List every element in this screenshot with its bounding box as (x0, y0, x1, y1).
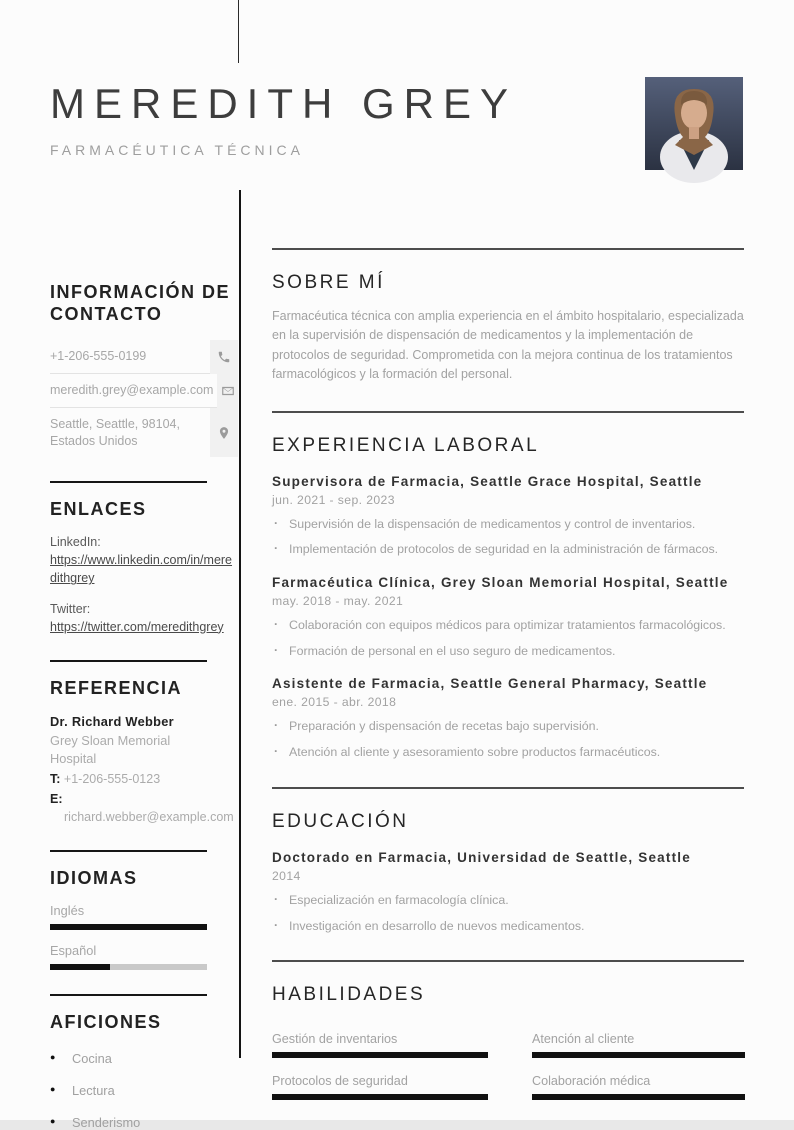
section-rule (272, 960, 744, 962)
sidebar-divider (50, 850, 207, 852)
reference-phone: +1-206-555-0123 (63, 771, 161, 786)
reference-email-label: E: (50, 791, 63, 806)
language-name: Inglés (50, 902, 85, 918)
link-group-linkedin (50, 535, 238, 587)
link-group-twitter (50, 602, 238, 636)
languages-heading: IDIOMAS (50, 867, 138, 888)
hobby-item: ● Cocina (50, 1051, 238, 1066)
skill-bar-fill (532, 1052, 745, 1058)
job-bullets (272, 617, 744, 659)
sidebar-divider (50, 994, 207, 996)
education-bullet: · Especialización en farmacología clínica. (272, 892, 744, 909)
experience-job (272, 676, 744, 760)
profile-photo (645, 77, 743, 170)
location-icon (210, 408, 238, 458)
header (50, 80, 517, 158)
job-title: Asistente de Farmacia, Seattle General Pharmacy, Seattle (272, 676, 708, 692)
job-bullet: · Colaboración con equipos médicos para optimizar tratamientos farmacológicos. (272, 617, 744, 634)
skills-grid (272, 1016, 744, 1100)
skill-name: Atención al cliente (532, 1032, 635, 1047)
experience-job (272, 575, 744, 659)
language-item (50, 943, 238, 970)
experience-job (272, 474, 744, 558)
language-bar (50, 964, 207, 970)
language-item (50, 903, 238, 930)
section-rule (272, 411, 744, 413)
education-date: 2014 (272, 868, 301, 883)
job-bullet: · Atención al cliente y asesoramiento sobre productos farmacéuticos. (272, 744, 744, 761)
education-title: Doctorado en Farmacia, Universidad de Seattle, Seattle (272, 849, 691, 865)
skills-heading: HABILIDADES (272, 984, 426, 1006)
language-bar-fill (50, 924, 207, 930)
job-bullets (272, 516, 744, 558)
skill-name: Colaboración médica (532, 1074, 651, 1089)
phone-icon (210, 340, 238, 374)
section-rule (272, 248, 744, 250)
main-column (272, 248, 744, 1100)
skill-bar-fill (532, 1094, 745, 1100)
sidebar-divider (50, 660, 207, 662)
reference-organization: Grey Sloan Memorial Hospital (50, 732, 171, 766)
experience-heading: EXPERIENCIA LABORAL (272, 434, 540, 456)
skill-bar (532, 1052, 745, 1058)
job-title: Farmacéutica Clínica, Grey Sloan Memorial Hospital, Seattle (272, 574, 729, 590)
contact-phone-row (50, 340, 238, 374)
job-date: may. 2018 - may. 2021 (272, 593, 404, 608)
linkedin-label: LinkedIn: (50, 535, 101, 550)
skill-bar (532, 1094, 745, 1100)
top-decorative-line (238, 0, 239, 63)
job-date: ene. 2015 - abr. 2018 (272, 695, 397, 710)
contact-section (50, 282, 238, 457)
skill-item (532, 1074, 745, 1100)
education-item (272, 850, 744, 934)
hobby-list (50, 1051, 238, 1130)
language-bar-fill (50, 964, 110, 970)
section-rule (272, 787, 744, 789)
contact-email-row (50, 374, 238, 408)
job-bullet: · Formación de personal en el uso seguro de medicamentos. (272, 643, 744, 660)
sidebar (50, 266, 238, 1130)
column-divider-line (239, 190, 241, 1058)
skill-bar (272, 1052, 488, 1058)
twitter-link[interactable]: https://twitter.com/meredithgrey (50, 619, 224, 634)
person-job-title: FARMACÉUTICA TÉCNICA (50, 142, 304, 158)
twitter-label: Twitter: (50, 601, 91, 616)
language-bar (50, 924, 207, 930)
contact-address-row (50, 408, 238, 458)
contact-heading: INFORMACIÓN DE CONTACTO (50, 282, 230, 324)
job-date: jun. 2021 - sep. 2023 (272, 492, 395, 507)
contact-phone: +1-206-555-0199 (50, 340, 210, 374)
reference-phone-line (50, 770, 238, 788)
skill-item (532, 1032, 745, 1058)
links-heading: ENLACES (50, 499, 147, 520)
education-bullets (272, 892, 744, 934)
reference-section (50, 678, 238, 826)
contact-rows (50, 340, 238, 458)
education-heading: EDUCACIÓN (272, 810, 409, 832)
reference-heading: REFERENCIA (50, 677, 183, 698)
job-title: Supervisora de Farmacia, Seattle Grace Hospital, Seattle (272, 473, 703, 489)
education-bullet: · Investigación en desarrollo de nuevos medicamentos. (272, 918, 744, 935)
job-bullet: · Implementación de protocolos de seguridad en la administración de fármacos. (272, 541, 744, 558)
reference-email-line (50, 790, 234, 826)
about-text: Farmacéutica técnica con amplia experiencia en el ámbito hospitalario, especializada en la supervisión de dispensación de medicamentos y la implementación de protocolos de seguridad. Comprometida con la mejora continua de los tratamientos farmacológicos y la formación del personal. (272, 309, 744, 382)
hobby-item: ● Senderismo (50, 1115, 238, 1130)
sidebar-divider (50, 481, 207, 483)
job-bullet: · Preparación y dispensación de recetas bajo supervisión. (272, 718, 744, 735)
person-name: MEREDITH GREY (50, 80, 518, 127)
reference-name: Dr. Richard Webber (50, 713, 174, 729)
contact-email: meredith.grey@example.com (50, 374, 217, 408)
hobby-item: ● Lectura (50, 1083, 238, 1098)
job-bullet: · Supervisión de la dispensación de medicamentos y control de inventarios. (272, 516, 744, 533)
language-name: Español (50, 942, 97, 958)
skill-bar (272, 1094, 488, 1100)
about-heading: SOBRE MÍ (272, 272, 385, 293)
skill-name: Gestión de inventarios (272, 1032, 398, 1047)
linkedin-link[interactable]: https://www.linkedin.com/in/meredithgrey (50, 553, 233, 586)
links-section (50, 499, 238, 635)
skill-bar-fill (272, 1094, 488, 1100)
contact-address: Seattle, Seattle, 98104, Estados Unidos (50, 416, 180, 448)
reference-phone-label: T: (50, 771, 61, 786)
reference-email: richard.webber@example.com (64, 809, 234, 824)
skill-name: Protocolos de seguridad (272, 1074, 408, 1089)
skill-item (272, 1074, 488, 1100)
hobbies-heading: AFICIONES (50, 1011, 162, 1032)
hobbies-section (50, 1012, 238, 1130)
languages-section (50, 868, 238, 970)
skill-bar-fill (272, 1052, 488, 1058)
mail-icon (217, 374, 238, 408)
job-bullets (272, 718, 744, 760)
skill-item (272, 1032, 488, 1058)
